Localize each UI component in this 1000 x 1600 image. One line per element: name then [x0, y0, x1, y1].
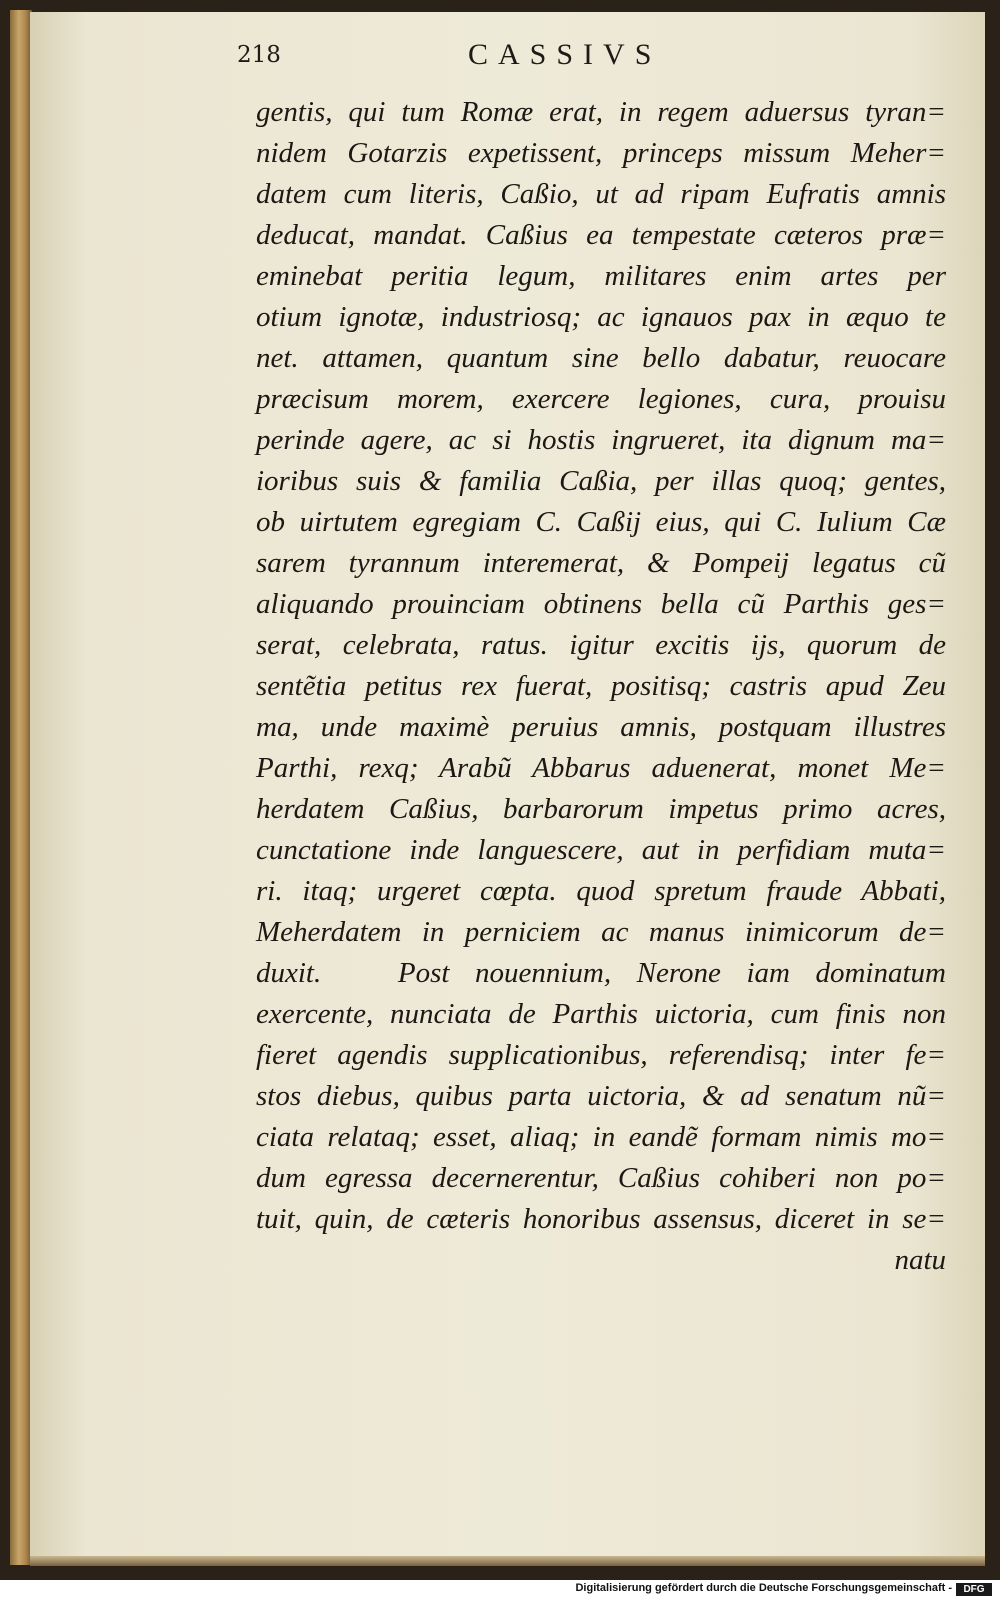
text-line: præcisum morem, exercere legiones, cura, prouisu: [256, 383, 946, 415]
text-line: dum egressa decernerentur, Caßius cohiberi non po=: [256, 1162, 946, 1194]
text-line: serat, celebrata, ratus. igitur excitis ijs, quorum de: [256, 629, 946, 661]
text-line: cunctatione inde languescere, aut in perfidiam muta=: [256, 834, 946, 866]
text-line: sarem tyrannum interemerat, & Pompeij legatus cũ: [256, 547, 946, 579]
text-line: net. attamen, quantum sine bello dabatur, reuocare: [256, 342, 946, 374]
text-line: exercente, nunciata de Parthis uictoria, cum finis non: [256, 998, 946, 1030]
text-line: datem cum literis, Caßio, ut ad ripam Eufratis amnis: [256, 178, 946, 210]
page-number: 218: [237, 42, 281, 68]
text-line: ri. itaq; urgeret cœpta. quod spretum fraude Abbati,: [256, 875, 946, 907]
text-line: eminebat peritia legum, militares enim artes per: [256, 260, 946, 292]
text-line: stos diebus, quibus parta uictoria, & ad senatum nũ=: [256, 1080, 946, 1112]
text-line: ciata relataq; esset, aliaq; in eandẽ formam nimis mo=: [256, 1121, 946, 1153]
text-line: Meherdatem in perniciem ac manus inimicorum de=: [256, 916, 946, 948]
dfg-logo-icon: DFG: [956, 1583, 992, 1596]
text-line: aliquando prouinciam obtinens bella cũ Parthis ges=: [256, 588, 946, 620]
text-line: otium ignotæ, industriosq; ac ignauos pax in æquo te: [256, 301, 946, 333]
body-text: [256, 92, 946, 1281]
text-line: Parthi, rexq; Arabũ Abbarus aduenerat, monet Me=: [256, 752, 946, 784]
text-line: duxit. Post nouennium, Nerone iam dominatum: [256, 957, 946, 989]
text-line: herdatem Caßius, barbarorum impetus primo acres,: [256, 793, 946, 825]
text-line: fieret agendis supplicationibus, referendisq; inter fe=: [256, 1039, 946, 1071]
text-line: deducat, mandat. Caßius ea tempestate cæteros præ=: [256, 219, 946, 251]
text-line: ioribus suis & familia Caßia, per illas quoq; gentes,: [256, 465, 946, 497]
text-line: nidem Gotarzis expetissent, princeps missum Meher=: [256, 137, 946, 169]
book-page-edges: [10, 10, 32, 1565]
digitization-footer: [0, 1580, 1000, 1600]
text-line: tuit, quin, de cæteris honoribus assensus, diceret in se=: [256, 1203, 946, 1235]
catchword: natu: [894, 1244, 946, 1276]
text-line: ma, unde maximè peruius amnis, postquam illustres: [256, 711, 946, 743]
text-line: gentis, qui tum Romæ erat, in regem aduersus tyran=: [256, 96, 946, 128]
funding-credit: Digitalisierung gefördert durch die Deutsche Forschungsgemeinschaft -: [575, 1582, 952, 1594]
book-page-bottom-edge: [30, 1556, 985, 1566]
text-line: ob uirtutem egregiam C. Caßij eius, qui C. Iulium Cæ: [256, 506, 946, 538]
text-line: sentẽtia petitus rex fuerat, positisq; castris apud Zeu: [256, 670, 946, 702]
running-head: CASSIVS: [468, 38, 662, 71]
text-line: perinde agere, ac si hostis ingrueret, ita dignum ma=: [256, 424, 946, 456]
